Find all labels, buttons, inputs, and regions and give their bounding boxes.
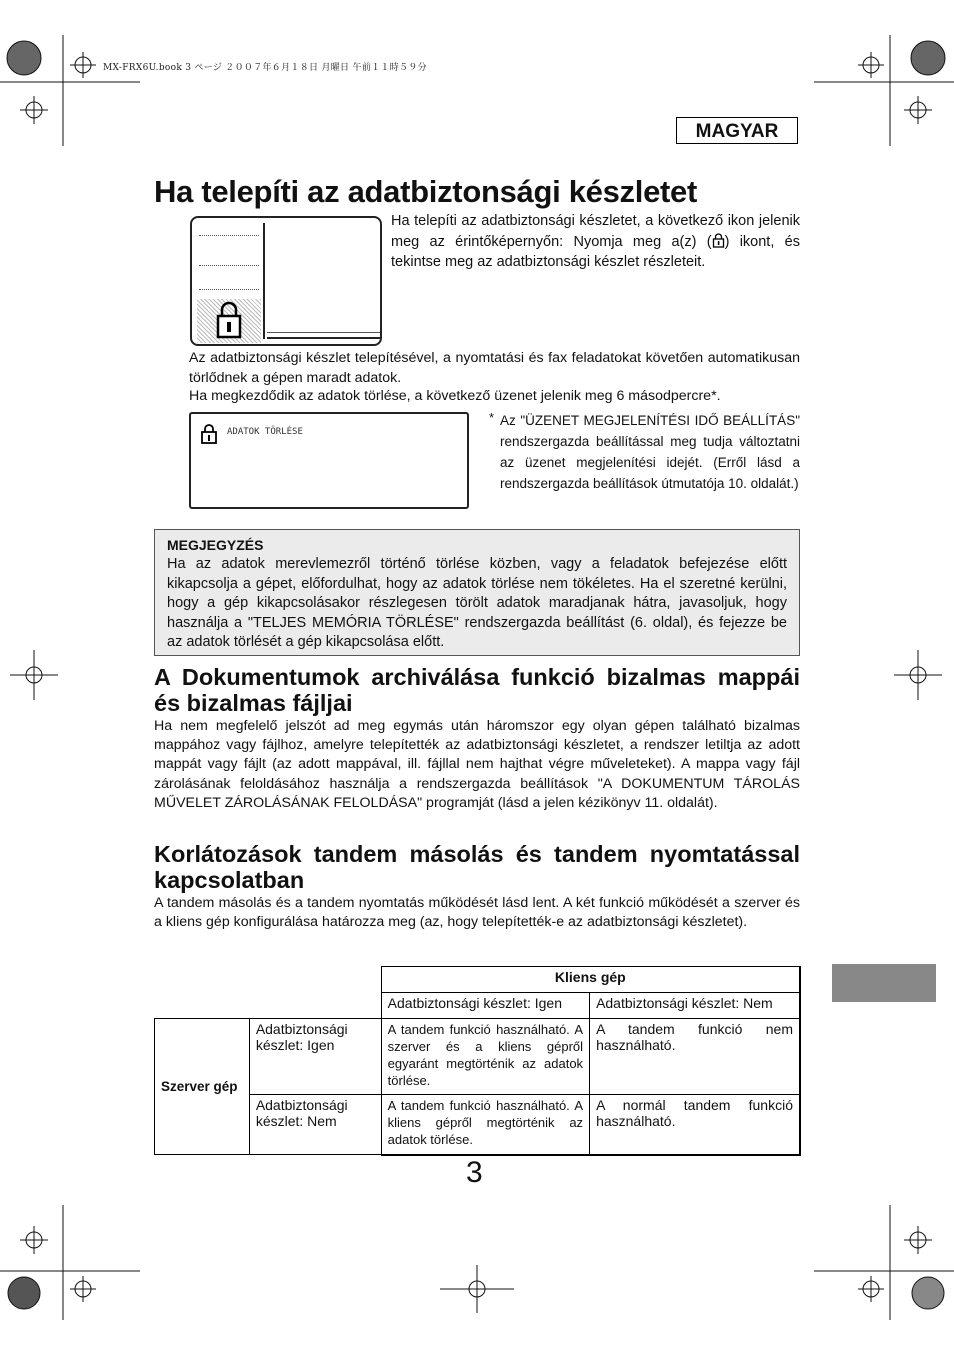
cell-yes-no: A tandem funkció nem használható. <box>590 1019 800 1095</box>
lcd-message-text: ADATOK TÖRLÉSE <box>227 427 303 437</box>
server-no-label: Adatbiztonsági készlet: Nem <box>249 1095 381 1155</box>
footnote-text: Az "ÜZENET MEGJELENÍTÉSI IDŐ BEÁLLÍTÁS" rendszergazda beállítással meg tudja változtatni az üzenet megjelenítési idejét. (Erről lásd a rendszergazda beállítások útmutatója 10. oldalát.) <box>500 413 800 491</box>
cell-no-no: A normál tandem funkció használható. <box>590 1095 800 1155</box>
section-heading-archiving: A Dokumentumok archiválása funkció bizalmas mappái és bizalmas fájljai <box>154 664 800 716</box>
page-number: 3 <box>466 1156 483 1189</box>
language-badge: MAGYAR <box>676 117 798 144</box>
section-body-archiving: Ha nem megfelelő jelszót ad meg egymás után háromszor egy olyan gépen található bizalmas mappához vagy fájlhoz, amelyre telepítették az adatbiztonsági készletet, a rendszer letiltja az adott mappát vagy fájlt (az adott mappával, ill. fájllal nem hajthat végre műveleteket). A mappa vagy fájl zárolásának feloldásához használja a rendszergazda beállítások "A DOKUMENTUM TÁROLÁS MŰVELET ZÁROLÁSÁNAK FELOLDÁSA" programját (lásd a jelen kézikönyv 11. oldalát). <box>154 718 800 811</box>
lock-icon[interactable] <box>215 300 243 340</box>
touchscreen-illustration <box>190 216 382 346</box>
client-no-header: Adatbiztonsági készlet: Nem <box>590 993 800 1019</box>
client-yes-header: Adatbiztonsági készlet: Igen <box>381 993 589 1019</box>
client-header: Kliens gép <box>381 967 800 993</box>
note-box <box>154 529 800 656</box>
erase-message-display <box>189 412 469 509</box>
lock-icon <box>712 233 725 248</box>
left-panel <box>197 223 265 339</box>
paragraph-erase-message: Ha megkezdődik az adatok törlése, a következő üzenet jelenik meg 6 másodpercre*. <box>189 388 721 404</box>
server-yes-label: Adatbiztonsági készlet: Igen <box>249 1019 381 1095</box>
tandem-table <box>154 966 801 1156</box>
lock-icon <box>200 423 218 445</box>
note-body: Ha az adatok merevlemezről történő törlése közben, vagy a feladatok befejezése előtt kikapcsolja a gépet, előfordulhat, hogy az adatok törlése nem tökéletes. Ha el szeretné kerülni, hogy a gép kikapcsolásakor részlegesen törölt adatok maradjanak hátra, javasoljuk, hogy használja a "TELJES MEMÓRIA TÖRLÉSE" rendszergazda beállítást (6. oldal), és fejezze be az adatok törlését a gép kikapcsolása előtt. <box>167 556 787 651</box>
paragraph-data-erase: Az adatbiztonsági készlet telepítésével, a nyomtatási és fax feladatokat követően automatikusan törlődnek a gépen maradt adatok. <box>189 350 800 386</box>
footnote-mark: * <box>489 410 495 425</box>
section-heading-tandem: Korlátozások tandem másolás és tandem nyomtatással kapcsolatban <box>154 841 800 893</box>
page-title: Ha telepíti az adatbiztonsági készletet <box>154 174 698 209</box>
print-header-line: MX-FRX6U.book 3 ページ ２００７年６月１８日 月曜日 午前１１時５９分 <box>103 63 427 73</box>
note-title: MEGJEGYZÉS <box>167 537 264 553</box>
section-body-tandem: A tandem másolás és a tandem nyomtatás működését lásd lent. A két funkció működését a szerver és a kliens gép konfigurálása határozza meg (az, hogy telepítették-e az adatbiztonsági készletet). <box>154 895 800 930</box>
intro-paragraph: Ha telepíti az adatbiztonsági készletet, a következő ikon jelenik meg az érintőképernyőn: Nyomja meg a(z) ( ) ikont, és tekintse meg az adatbiztonsági készlet részleteit. <box>391 213 800 270</box>
side-tab <box>832 964 936 1002</box>
cell-yes-yes: A tandem funkció használható. A szerver és a kliens gépről egyaránt megtörténik az adatok törlése. <box>381 1019 589 1095</box>
cell-no-yes: A tandem funkció használható. A kliens gépről megtörténik az adatok törlése. <box>381 1095 589 1155</box>
server-label: Szerver gép <box>155 1019 250 1155</box>
